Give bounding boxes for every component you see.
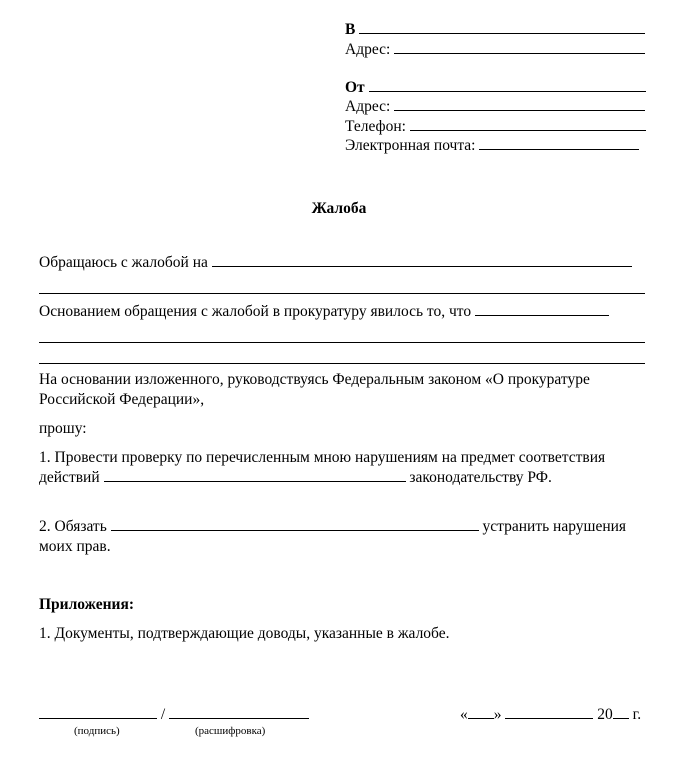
date-day-blank[interactable] <box>468 705 494 719</box>
date-line <box>460 705 660 725</box>
address-line <box>345 40 655 59</box>
phone-line <box>345 117 655 136</box>
phone-blank[interactable] <box>410 117 646 131</box>
grounds-blank-line-2[interactable] <box>39 329 645 343</box>
paragraph-basis: На основании изложенного, руководствуясь Федеральным законом «О прокуратуре Российской Федерации», <box>39 371 590 408</box>
to-label: В <box>345 21 356 38</box>
complaint-blank-line-2[interactable] <box>39 280 645 294</box>
from-blank[interactable] <box>369 78 646 92</box>
grounds-blank[interactable] <box>475 302 609 316</box>
request-item-2-text-a: 2. Обязать <box>39 518 107 535</box>
address2-line <box>345 97 655 116</box>
phone-label: Телефон: <box>345 118 406 135</box>
from-label: От <box>345 79 365 96</box>
paragraph-complaint <box>39 253 651 294</box>
address-blank[interactable] <box>394 40 645 54</box>
date-month-blank[interactable] <box>505 705 593 719</box>
address-label: Адрес: <box>345 41 391 58</box>
email-label: Электронная почта: <box>345 137 476 154</box>
signature-caption: (подпись) <box>74 725 120 737</box>
signature-line <box>39 705 339 725</box>
document-title: Жалоба <box>311 200 367 217</box>
request-item-1-blank[interactable] <box>104 468 406 482</box>
email-blank[interactable] <box>479 136 639 150</box>
paragraph-grounds <box>39 302 651 364</box>
date-close-quote: » <box>493 706 502 723</box>
request-item-2-text-b: устранить нарушения моих прав. <box>39 518 627 555</box>
request-item-1-text-b: законодательству РФ. <box>409 469 552 486</box>
request-item-1 <box>39 448 651 488</box>
request-item-2-blank[interactable] <box>111 517 479 531</box>
email-line <box>345 136 655 155</box>
from-line <box>345 78 655 97</box>
address2-blank[interactable] <box>394 97 645 111</box>
signature-separator: / <box>160 706 166 723</box>
request-item-2 <box>39 517 651 557</box>
paragraph-request: прошу: <box>39 420 87 437</box>
address2-label: Адрес: <box>345 98 391 115</box>
year-prefix: 20 <box>597 706 613 723</box>
attachments-heading: Приложения: <box>39 596 134 613</box>
transcript-blank[interactable] <box>169 705 309 719</box>
to-line <box>345 20 655 39</box>
complaint-text: Обращаюсь с жалобой на <box>39 254 208 271</box>
grounds-text: Основанием обращения с жалобой в прокуратуру явилось то, что <box>39 303 472 320</box>
signature-blank[interactable] <box>39 705 157 719</box>
year-blank[interactable] <box>613 705 629 719</box>
to-blank[interactable] <box>359 20 645 34</box>
grounds-blank-line-3[interactable] <box>39 350 645 364</box>
year-suffix: г. <box>632 706 642 723</box>
request-item-1-text-a: 1. Провести проверку по перечисленным мною нарушениям на предмет соответствия действий <box>39 449 606 486</box>
attachment-item-1: 1. Документы, подтверждающие доводы, указанные в жалобе. <box>39 625 450 642</box>
transcript-caption: (расшифровка) <box>195 725 266 737</box>
date-open-quote: « <box>460 706 468 723</box>
complaint-blank[interactable] <box>212 253 632 267</box>
